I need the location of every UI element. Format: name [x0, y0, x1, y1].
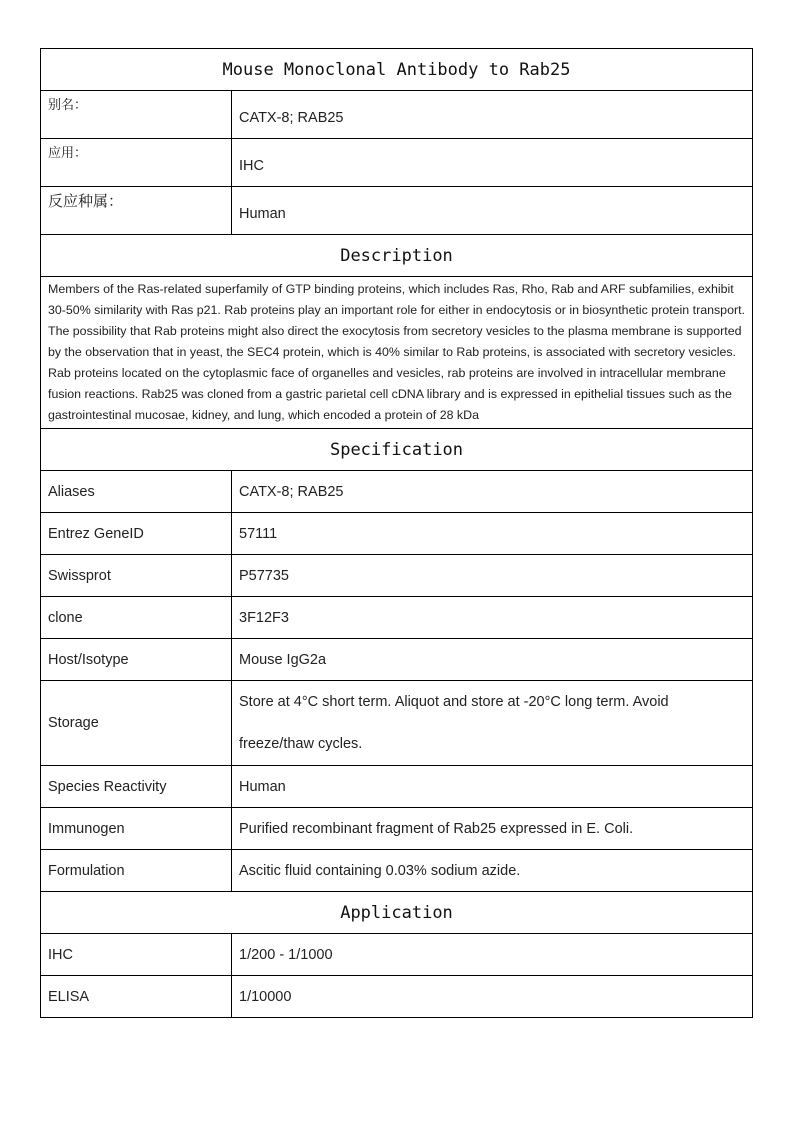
description-paragraph: Members of the Ras-related superfamily of GTP binding proteins, which includes Ras, Rho, Rab and ARF subfamilies, exhibit 30-50% similarity with Ras p21. Rab proteins play an important role for either in endocytosis or in biosynthetic protein transport. The possibility that Rab proteins might also direct the exocytosis from secretory vesicles to the plasma membrane is supported by the observation that in yeast, the SEC4 protein, which is 40% similar to Rab proteins, is associated with secretory vesicles. — [48, 282, 745, 359]
spec-row-formulation — [41, 850, 753, 892]
summary-label-alias: 别名： — [41, 91, 232, 139]
application-label: IHC — [41, 934, 232, 976]
summary-row-reactivity — [41, 187, 753, 235]
description-heading-row — [41, 235, 753, 277]
spec-row-host-isotype — [41, 639, 753, 681]
description-body — [41, 277, 753, 429]
spec-label: Storage — [41, 681, 232, 766]
spec-label: Host/Isotype — [41, 639, 232, 681]
description-heading: Description — [41, 235, 753, 277]
page-title: Mouse Monoclonal Antibody to Rab25 — [41, 49, 753, 91]
spec-value: P57735 — [232, 555, 753, 597]
summary-row-alias — [41, 91, 753, 139]
summary-label-application: 应用： — [41, 139, 232, 187]
spec-value: Purified recombinant fragment of Rab25 expressed in E. Coli. — [232, 808, 753, 850]
spec-row-swissprot — [41, 555, 753, 597]
application-label: ELISA — [41, 976, 232, 1018]
spec-row-storage — [41, 681, 753, 766]
summary-row-application — [41, 139, 753, 187]
specification-heading-row — [41, 429, 753, 471]
spec-label: Species Reactivity — [41, 766, 232, 808]
summary-value-alias: CATX-8; RAB25 — [232, 91, 753, 139]
application-heading-row — [41, 892, 753, 934]
storage-line-2: freeze/thaw cycles. — [239, 736, 363, 752]
datasheet — [40, 48, 752, 1018]
application-value: 1/200 - 1/1000 — [232, 934, 753, 976]
spec-row-species-reactivity — [41, 766, 753, 808]
spec-label: Entrez GeneID — [41, 513, 232, 555]
storage-line-1: Store at 4°C short term. Aliquot and store at -20°C long term. Avoid — [239, 694, 669, 710]
description-paragraph: Rab proteins located on the cytoplasmic face of organelles and vesicles, rab proteins are involved in intracellular membrane fusion reactions. Rab25 was cloned from a gastric parietal cell cDNA library and is expressed in epithelial tissues such as the gastrointestinal mucosae, kidney, and lung, which encoded a protein of 28 kDa — [48, 366, 732, 422]
spec-row-aliases — [41, 471, 753, 513]
spec-label: Formulation — [41, 850, 232, 892]
specification-heading: Specification — [41, 429, 753, 471]
spec-row-immunogen — [41, 808, 753, 850]
spec-row-clone — [41, 597, 753, 639]
spec-row-entrez-geneid — [41, 513, 753, 555]
datasheet-table — [40, 48, 753, 1018]
application-row-ihc — [41, 934, 753, 976]
spec-label: Swissprot — [41, 555, 232, 597]
spec-value: 3F12F3 — [232, 597, 753, 639]
summary-label-reactivity: 反应种属： — [41, 187, 232, 235]
spec-value: CATX-8; RAB25 — [232, 471, 753, 513]
spec-label: clone — [41, 597, 232, 639]
summary-value-reactivity: Human — [232, 187, 753, 235]
spec-label: Immunogen — [41, 808, 232, 850]
application-value: 1/10000 — [232, 976, 753, 1018]
application-row-elisa — [41, 976, 753, 1018]
spec-value: Mouse IgG2a — [232, 639, 753, 681]
spec-label: Aliases — [41, 471, 232, 513]
summary-value-application: IHC — [232, 139, 753, 187]
title-row — [41, 49, 753, 91]
spec-value: 57111 — [232, 513, 753, 555]
spec-value: Human — [232, 766, 753, 808]
description-row — [41, 277, 753, 429]
spec-value — [232, 681, 753, 766]
spec-value: Ascitic fluid containing 0.03% sodium azide. — [232, 850, 753, 892]
application-heading: Application — [41, 892, 753, 934]
